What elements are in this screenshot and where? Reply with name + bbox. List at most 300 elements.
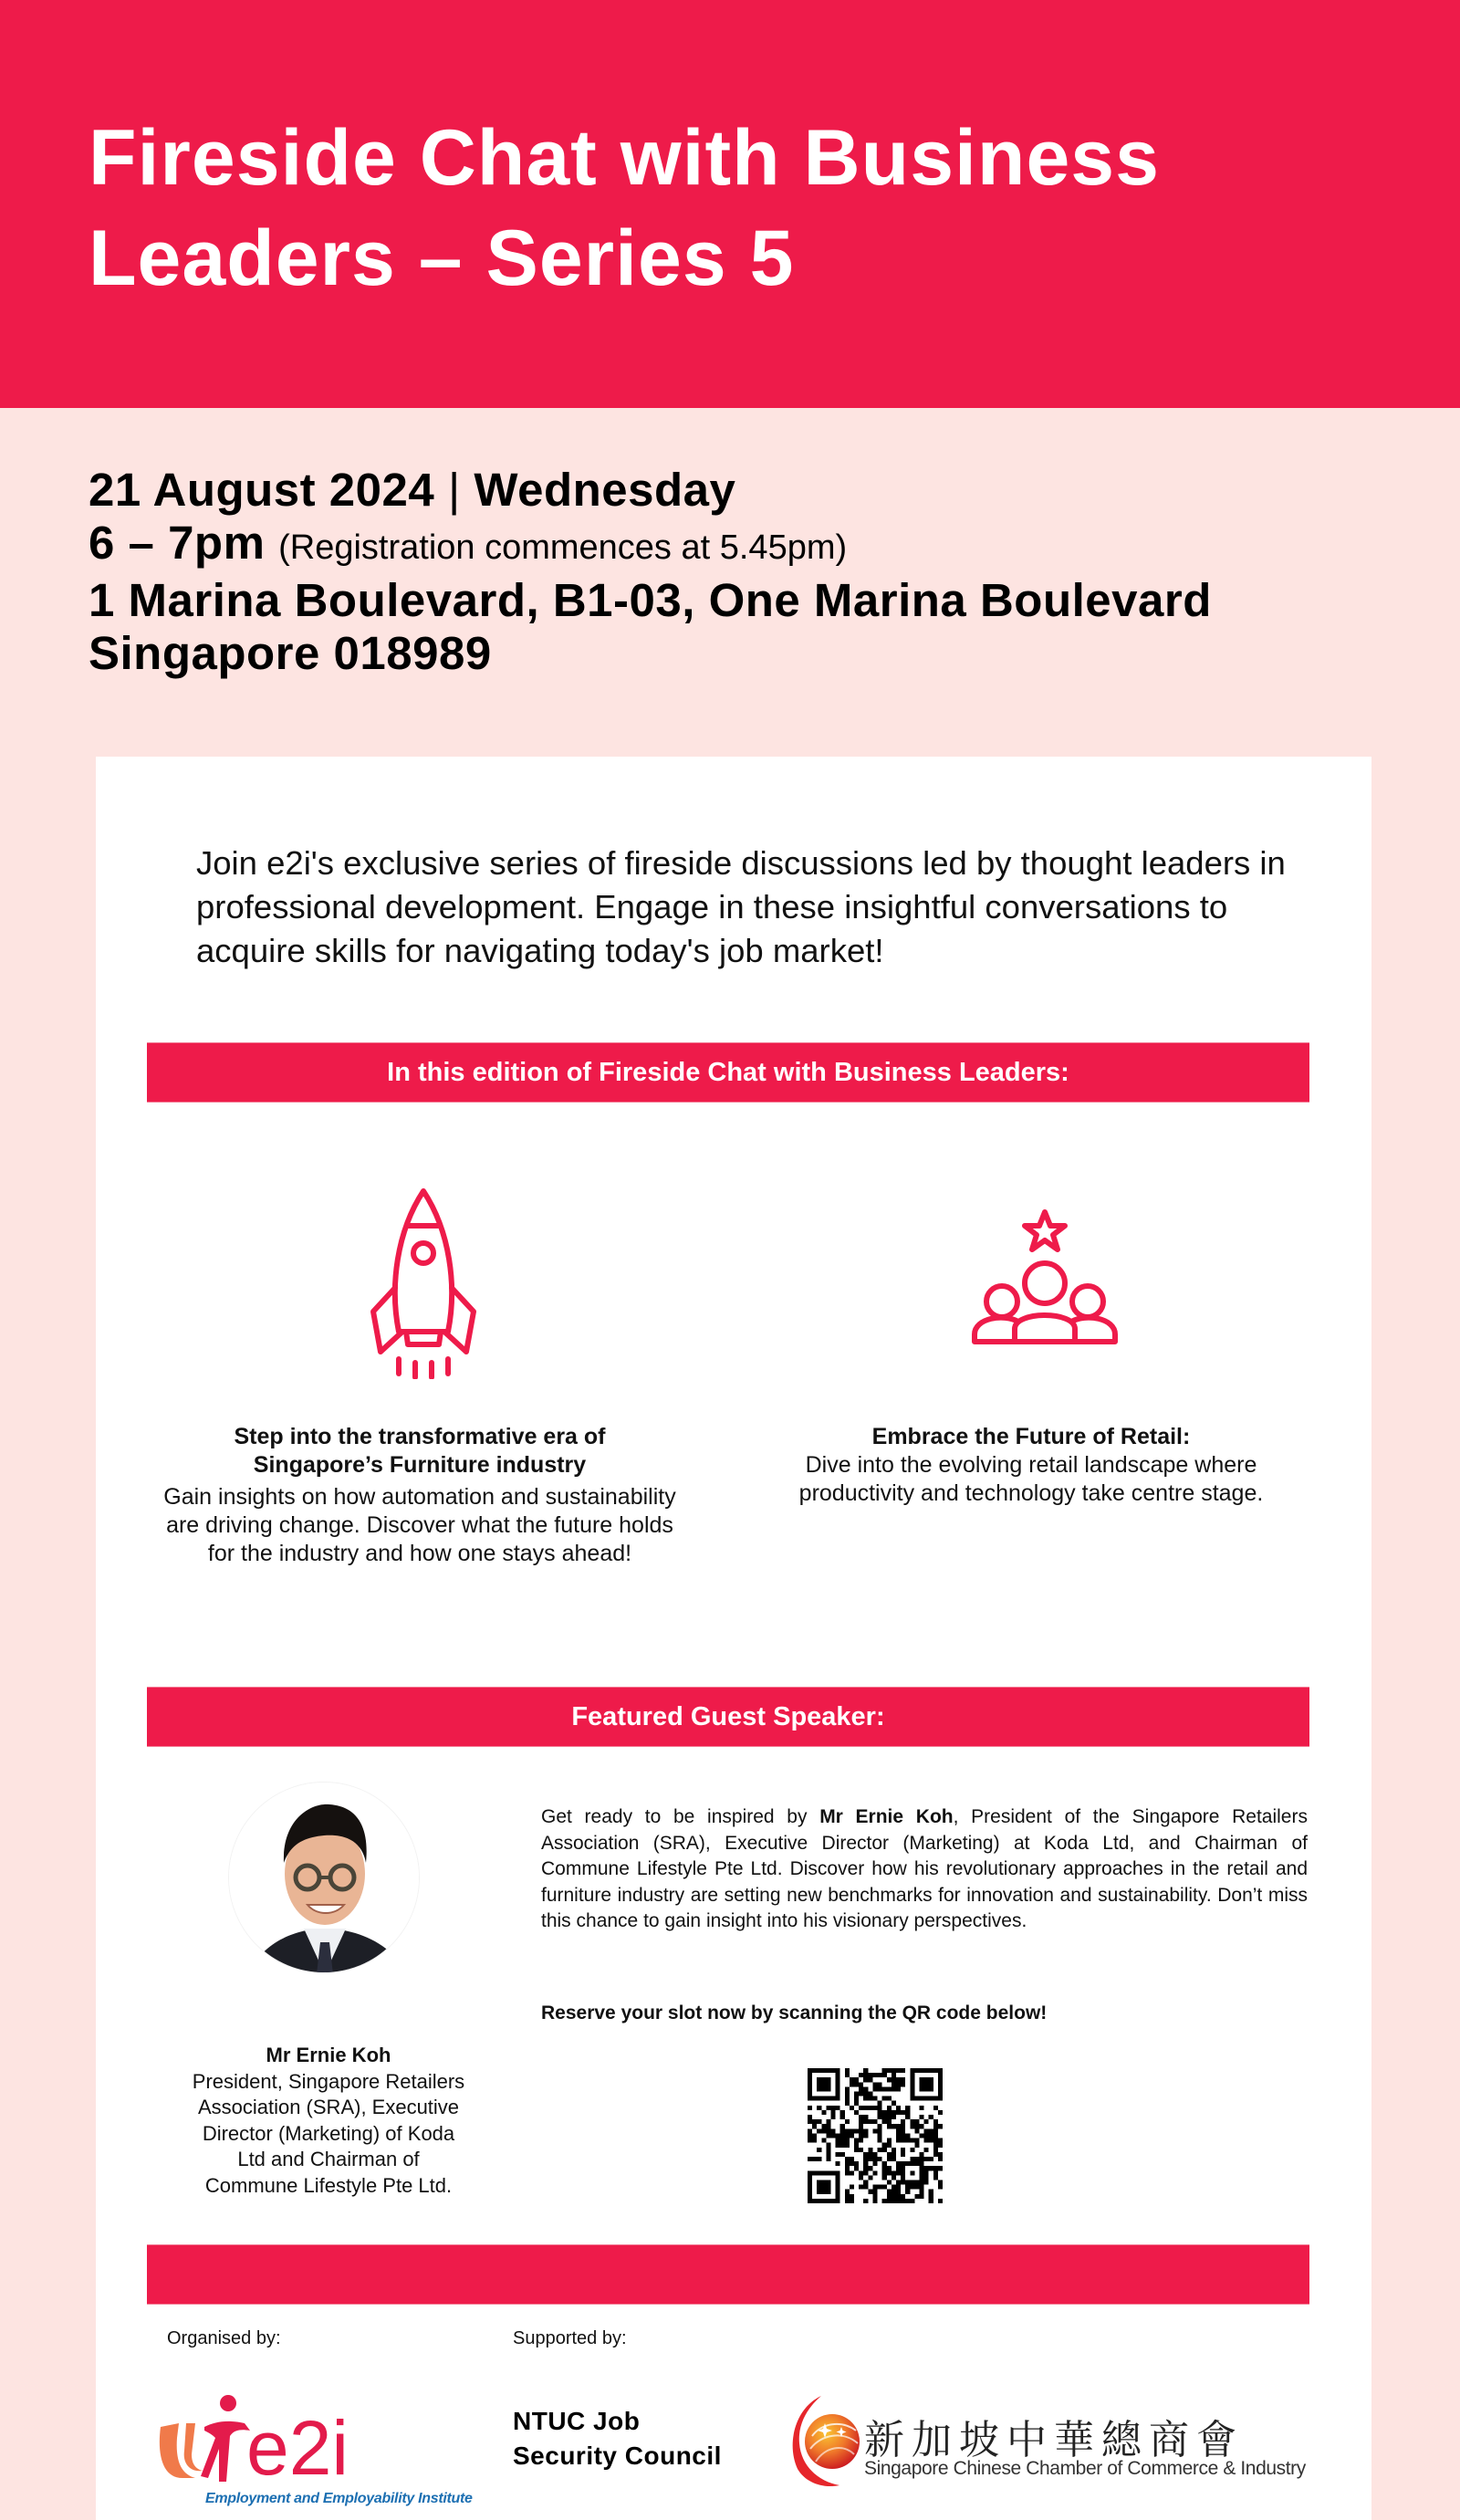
qr-module [901, 2138, 905, 2143]
qr-module [892, 2157, 896, 2161]
qr-module [878, 2138, 882, 2143]
qr-module [826, 2128, 830, 2133]
qr-module [929, 2166, 933, 2170]
qr-module [868, 2097, 872, 2101]
qr-module [905, 2138, 910, 2143]
qr-module [938, 2157, 943, 2161]
qr-module [887, 2152, 892, 2157]
qr-module [845, 2092, 850, 2097]
qr-module [938, 2124, 943, 2128]
qr-module [831, 2115, 836, 2119]
qr-module [863, 2077, 868, 2082]
qr-module [882, 2148, 887, 2152]
qr-module [887, 2086, 892, 2091]
event-time: 6 – 7pm [89, 517, 266, 569]
qr-module [872, 2170, 877, 2175]
qr-module [933, 2166, 938, 2170]
qr-module [821, 2128, 826, 2133]
qr-module [854, 2110, 859, 2115]
qr-module [878, 2185, 882, 2190]
ntuc-job-security-council [513, 2404, 722, 2473]
qr-module [872, 2119, 877, 2124]
qr-module [878, 2157, 882, 2161]
qr-module [845, 2086, 850, 2091]
qr-module [882, 2143, 887, 2148]
qr-module [887, 2106, 892, 2110]
feature-furniture-title-line-1: Step into the transformative era of [234, 1424, 606, 1449]
qr-module [821, 2124, 826, 2128]
qr-module [854, 2077, 859, 2082]
qr-module [845, 2133, 850, 2138]
qr-module [831, 2128, 836, 2133]
qr-module [896, 2190, 901, 2194]
qr-module [919, 2124, 923, 2128]
qr-module [812, 2157, 817, 2161]
qr-module [863, 2073, 868, 2077]
qr-module [938, 2180, 943, 2184]
qr-module [863, 2157, 868, 2161]
qr-module [808, 2157, 812, 2161]
qr-module [859, 2175, 863, 2180]
speaker-caption [160, 2043, 497, 2199]
qr-module [845, 2166, 850, 2170]
intro-paragraph: Join e2i's exclusive series of fireside discussions led by thought leaders in professional development. Engage in these insightful conversations to acquire skills for navigating today's job market! [196, 844, 1286, 969]
qr-module [859, 2128, 863, 2133]
qr-module [859, 2082, 863, 2086]
qr-module [872, 2073, 877, 2077]
qr-module [854, 2148, 859, 2152]
event-address-line-1: 1 Marina Boulevard, B1-03, One Marina Boulevard [89, 574, 1212, 626]
qr-module [878, 2073, 882, 2077]
qr-module [892, 2152, 896, 2157]
feature-retail [748, 1423, 1314, 1508]
qr-module [826, 2124, 830, 2128]
qr-module [929, 2115, 933, 2119]
qr-module [919, 2115, 923, 2119]
qr-module [872, 2157, 877, 2161]
qr-module [919, 2077, 933, 2091]
qr-module [817, 2157, 821, 2161]
qr-module [910, 2170, 914, 2175]
qr-module [859, 2115, 863, 2119]
qr-module [859, 2086, 863, 2091]
qr-module [850, 2199, 854, 2203]
qr-module [924, 2119, 929, 2124]
qr-module [896, 2106, 901, 2110]
qr-module [836, 2152, 840, 2157]
qr-module [859, 2133, 863, 2138]
qr-module [836, 2138, 840, 2143]
qr-module [910, 2124, 914, 2128]
qr-module [901, 2068, 905, 2073]
qr-module [892, 2082, 896, 2086]
qr-module [892, 2199, 896, 2203]
qr-module [882, 2097, 887, 2101]
qr-module [938, 2152, 943, 2157]
qr-module [863, 2170, 868, 2175]
qr-module [938, 2110, 943, 2115]
qr-module [863, 2106, 868, 2110]
qr-module [878, 2128, 882, 2133]
qr-module [887, 2110, 892, 2115]
qr-module [896, 2077, 901, 2082]
qr-module [850, 2161, 854, 2166]
qr-module [924, 2148, 929, 2152]
qr-module [850, 2128, 854, 2133]
qr-module [924, 2175, 929, 2180]
speaker-bio-suffix: , President of the Singapore Retailers Association (SRA), Executive Director (Marketing) at Koda Ltd, and Chairman of Commune Lifestyle Pte Ltd. Discover how his revolutionary approaches in the retail and furniture industry are setting new benchmarks for innovation and sustainability. Don’t miss this chance to gain insight into his visionary perspectives. [541, 1806, 1308, 1931]
qr-module [914, 2194, 919, 2199]
qr-module [933, 2170, 938, 2175]
qr-module [859, 2119, 863, 2124]
qr-module [836, 2143, 840, 2148]
qr-module [863, 2166, 868, 2170]
qr-module [868, 2175, 872, 2180]
qr-module [863, 2115, 868, 2119]
qr-module [892, 2185, 896, 2190]
qr-module [863, 2180, 868, 2184]
qr-module [938, 2166, 943, 2170]
title-line-1: Fireside Chat with Business [89, 114, 1160, 202]
qr-module [817, 2106, 821, 2110]
qr-module [850, 2194, 854, 2199]
qr-module [896, 2138, 901, 2143]
qr-module [850, 2157, 854, 2161]
qr-module [882, 2175, 887, 2180]
feature-retail-description: Dive into the evolving retail landscape where productivity and technology take centre stage. [798, 1452, 1264, 1506]
qr-module [938, 2199, 943, 2203]
qr-module [924, 2128, 929, 2133]
qr-module [863, 2133, 868, 2138]
qr-module [905, 2199, 910, 2203]
qr-module [854, 2101, 859, 2106]
qr-module [821, 2138, 826, 2143]
qr-module [924, 2138, 929, 2143]
ntuc-line-1: NTUC Job [513, 2407, 641, 2435]
qr-module [817, 2119, 821, 2124]
qr-module [901, 2194, 905, 2199]
qr-module [892, 2194, 896, 2199]
qr-module [868, 2157, 872, 2161]
qr-module [817, 2128, 821, 2133]
qr-module [887, 2157, 892, 2161]
qr-module [892, 2190, 896, 2194]
qr-module [850, 2077, 854, 2082]
page-title [89, 108, 1412, 308]
qr-module [826, 2157, 830, 2161]
qr-module [868, 2106, 872, 2110]
qr-module [868, 2152, 872, 2157]
qr-module [933, 2119, 938, 2124]
speaker-caption-line: Director (Marketing) of Koda [202, 2121, 455, 2145]
qr-module [914, 2128, 919, 2133]
qr-module [924, 2133, 929, 2138]
qr-module [808, 2133, 812, 2138]
qr-module [882, 2199, 887, 2203]
qr-module [840, 2128, 845, 2133]
qr-module [859, 2073, 863, 2077]
qr-module [933, 2152, 938, 2157]
qr-module [887, 2068, 892, 2073]
qr-module [868, 2190, 872, 2194]
qr-module [910, 2185, 914, 2190]
qr-module [872, 2097, 877, 2101]
qr-module [882, 2110, 887, 2115]
speaker-photo [228, 1782, 420, 1973]
qr-module [910, 2119, 914, 2124]
qr-module [933, 2143, 938, 2148]
qr-module [905, 2115, 910, 2119]
qr-module [826, 2152, 830, 2157]
qr-module [840, 2133, 845, 2138]
qr-module [878, 2082, 882, 2086]
qr-module [808, 2115, 812, 2119]
qr-module [882, 2086, 887, 2091]
qr-module [938, 2143, 943, 2148]
qr-module [933, 2128, 938, 2133]
qr-module [872, 2152, 877, 2157]
edition-heading-band [147, 1042, 1309, 1103]
qr-module [878, 2115, 882, 2119]
team-star-icon [967, 1208, 1122, 1345]
qr-module [896, 2068, 901, 2073]
qr-module [831, 2133, 836, 2138]
qr-module [859, 2124, 863, 2128]
e2i-tagline: Employment and Employability Institute [205, 2491, 473, 2506]
speaker-name: Mr Ernie Koh [266, 2044, 391, 2066]
qr-module [826, 2133, 830, 2138]
qr-module [919, 2185, 923, 2190]
qr-module [896, 2086, 901, 2091]
qr-module [896, 2133, 901, 2138]
speaker-caption-line: Ltd and Chairman of [237, 2148, 420, 2170]
qr-module [882, 2170, 887, 2175]
qr-module [863, 2185, 868, 2190]
qr-module [933, 2175, 938, 2180]
qr-module [929, 2138, 933, 2143]
qr-module [896, 2161, 901, 2166]
qr-module [896, 2180, 901, 2184]
speaker-heading-band [147, 1687, 1309, 1747]
qr-module [868, 2119, 872, 2124]
qr-module [929, 2133, 933, 2138]
qr-module [892, 2124, 896, 2128]
qr-module [896, 2170, 901, 2175]
e2i-wordmark: e2i [246, 2405, 349, 2486]
speaker-caption-line: Association (SRA), Executive [197, 2096, 460, 2118]
qr-module [863, 2092, 868, 2097]
feature-furniture-description: Gain insights on how automation and sustainability are driving change. Discover what the future holds for the industry and how one stays ahead! [163, 1484, 676, 1566]
qr-module [854, 2097, 859, 2101]
qr-module [840, 2138, 845, 2143]
registration-note: (Registration commences at 5.45pm) [278, 528, 848, 567]
qr-module [845, 2190, 850, 2194]
qr-module [821, 2110, 826, 2115]
qr-module [901, 2148, 905, 2152]
qr-module [914, 2119, 919, 2124]
qr-module [859, 2092, 863, 2097]
qr-module [836, 2161, 840, 2166]
qr-module [914, 2157, 919, 2161]
qr-module [863, 2119, 868, 2124]
qr-module [868, 2092, 872, 2097]
qr-module [868, 2166, 872, 2170]
qr-module [845, 2128, 850, 2133]
qr-module [812, 2138, 817, 2143]
qr-module [896, 2128, 901, 2133]
date-separator: | [447, 464, 461, 516]
qr-module [896, 2166, 901, 2170]
qr-module [863, 2161, 868, 2166]
qr-module [896, 2194, 901, 2199]
qr-module [812, 2124, 817, 2128]
qr-module [910, 2138, 914, 2143]
qr-module [850, 2106, 854, 2110]
qr-module [863, 2152, 868, 2157]
qr-module [878, 2086, 882, 2091]
qr-module [901, 2124, 905, 2128]
qr-module [892, 2101, 896, 2106]
qr-module [854, 2092, 859, 2097]
qr-module [878, 2101, 882, 2106]
qr-module [878, 2110, 882, 2115]
qr-module [854, 2143, 859, 2148]
qr-module [924, 2157, 929, 2161]
qr-module [826, 2148, 830, 2152]
registration-qr-code[interactable] [808, 2068, 943, 2203]
qr-module [887, 2166, 892, 2170]
qr-module [914, 2143, 919, 2148]
qr-module [929, 2194, 933, 2199]
event-date: 21 August 2024 [89, 464, 435, 516]
qr-module [905, 2110, 910, 2115]
qr-module [872, 2086, 877, 2091]
qr-module [914, 2124, 919, 2128]
qr-module [919, 2157, 923, 2161]
qr-module [901, 2199, 905, 2203]
qr-module [854, 2161, 859, 2166]
qr-module [840, 2124, 845, 2128]
qr-module [817, 2077, 830, 2091]
qr-module [919, 2106, 923, 2110]
content-card [96, 757, 1371, 2520]
qr-module [845, 2101, 850, 2106]
qr-module [887, 2199, 892, 2203]
edition-heading: In this edition of Fireside Chat with Business Leaders: [387, 1057, 1069, 1087]
feature-retail-title: Embrace the Future of Retail: [871, 1424, 1191, 1449]
qr-module [826, 2119, 830, 2124]
qr-module [859, 2148, 863, 2152]
qr-module [817, 2148, 821, 2152]
qr-module [896, 2185, 901, 2190]
qr-module [836, 2133, 840, 2138]
qr-module [882, 2073, 887, 2077]
qr-module [887, 2138, 892, 2143]
qr-module [892, 2148, 896, 2152]
qr-module [887, 2115, 892, 2119]
qr-module [863, 2068, 868, 2073]
qr-module [905, 2185, 910, 2190]
qr-module [887, 2170, 892, 2175]
qr-module [901, 2110, 905, 2115]
event-address-line-2: Singapore 018989 [89, 627, 492, 679]
qr-module [850, 2170, 854, 2175]
qr-module [817, 2180, 830, 2193]
qr-module [933, 2133, 938, 2138]
qr-module [905, 2106, 910, 2110]
sccci-english-name: Singapore Chinese Chamber of Commerce & Industry [864, 2458, 1306, 2479]
ntuc-line-2: Security Council [513, 2442, 722, 2470]
sccci-chinese-name: 新加坡中華總商會 [864, 2417, 1244, 2463]
qr-module [901, 2119, 905, 2124]
qr-module [808, 2128, 812, 2133]
qr-module [840, 2110, 845, 2115]
qr-module [887, 2119, 892, 2124]
qr-module [845, 2097, 850, 2101]
qr-module [882, 2161, 887, 2166]
qr-module [929, 2190, 933, 2194]
qr-module [901, 2082, 905, 2086]
qr-module [854, 2166, 859, 2170]
qr-module [910, 2148, 914, 2152]
qr-module [845, 2119, 850, 2124]
qr-module [882, 2115, 887, 2119]
qr-module [896, 2110, 901, 2115]
title-line-2: Leaders – Series 5 [89, 214, 795, 302]
qr-module [878, 2106, 882, 2110]
qr-module [872, 2128, 877, 2133]
qr-module [840, 2115, 845, 2119]
qr-module [850, 2185, 854, 2190]
qr-module [929, 2199, 933, 2203]
qr-module [892, 2086, 896, 2091]
qr-module [892, 2073, 896, 2077]
speaker-caption-line: President, Singapore Retailers [192, 2069, 465, 2093]
qr-module [901, 2128, 905, 2133]
qr-module [845, 2073, 850, 2077]
qr-module [896, 2124, 901, 2128]
qr-module [859, 2138, 863, 2143]
qr-module [808, 2119, 812, 2124]
qr-module [845, 2199, 850, 2203]
speaker-portrait-illustration [229, 1783, 420, 1973]
qr-module [933, 2138, 938, 2143]
feature-furniture [151, 1423, 689, 1568]
qr-module [826, 2106, 830, 2110]
qr-module [863, 2128, 868, 2133]
supported-by-label: Supported by: [513, 2328, 627, 2348]
qr-module [924, 2166, 929, 2170]
qr-module [910, 2157, 914, 2161]
speaker-bio [541, 1804, 1308, 1935]
qr-module [933, 2106, 938, 2110]
qr-module [878, 2124, 882, 2128]
qr-module [840, 2143, 845, 2148]
qr-module [868, 2073, 872, 2077]
qr-module [919, 2133, 923, 2138]
qr-module [845, 2157, 850, 2161]
qr-module [901, 2077, 905, 2082]
qr-module [872, 2106, 877, 2110]
event-time-line [89, 517, 1412, 574]
feature-furniture-title-line-2: Singapore’s Furniture industry [253, 1452, 587, 1478]
qr-module [892, 2170, 896, 2175]
qr-module [872, 2190, 877, 2194]
qr-module [882, 2119, 887, 2124]
qr-module [929, 2128, 933, 2133]
hero-banner [0, 0, 1460, 408]
qr-module [872, 2185, 877, 2190]
